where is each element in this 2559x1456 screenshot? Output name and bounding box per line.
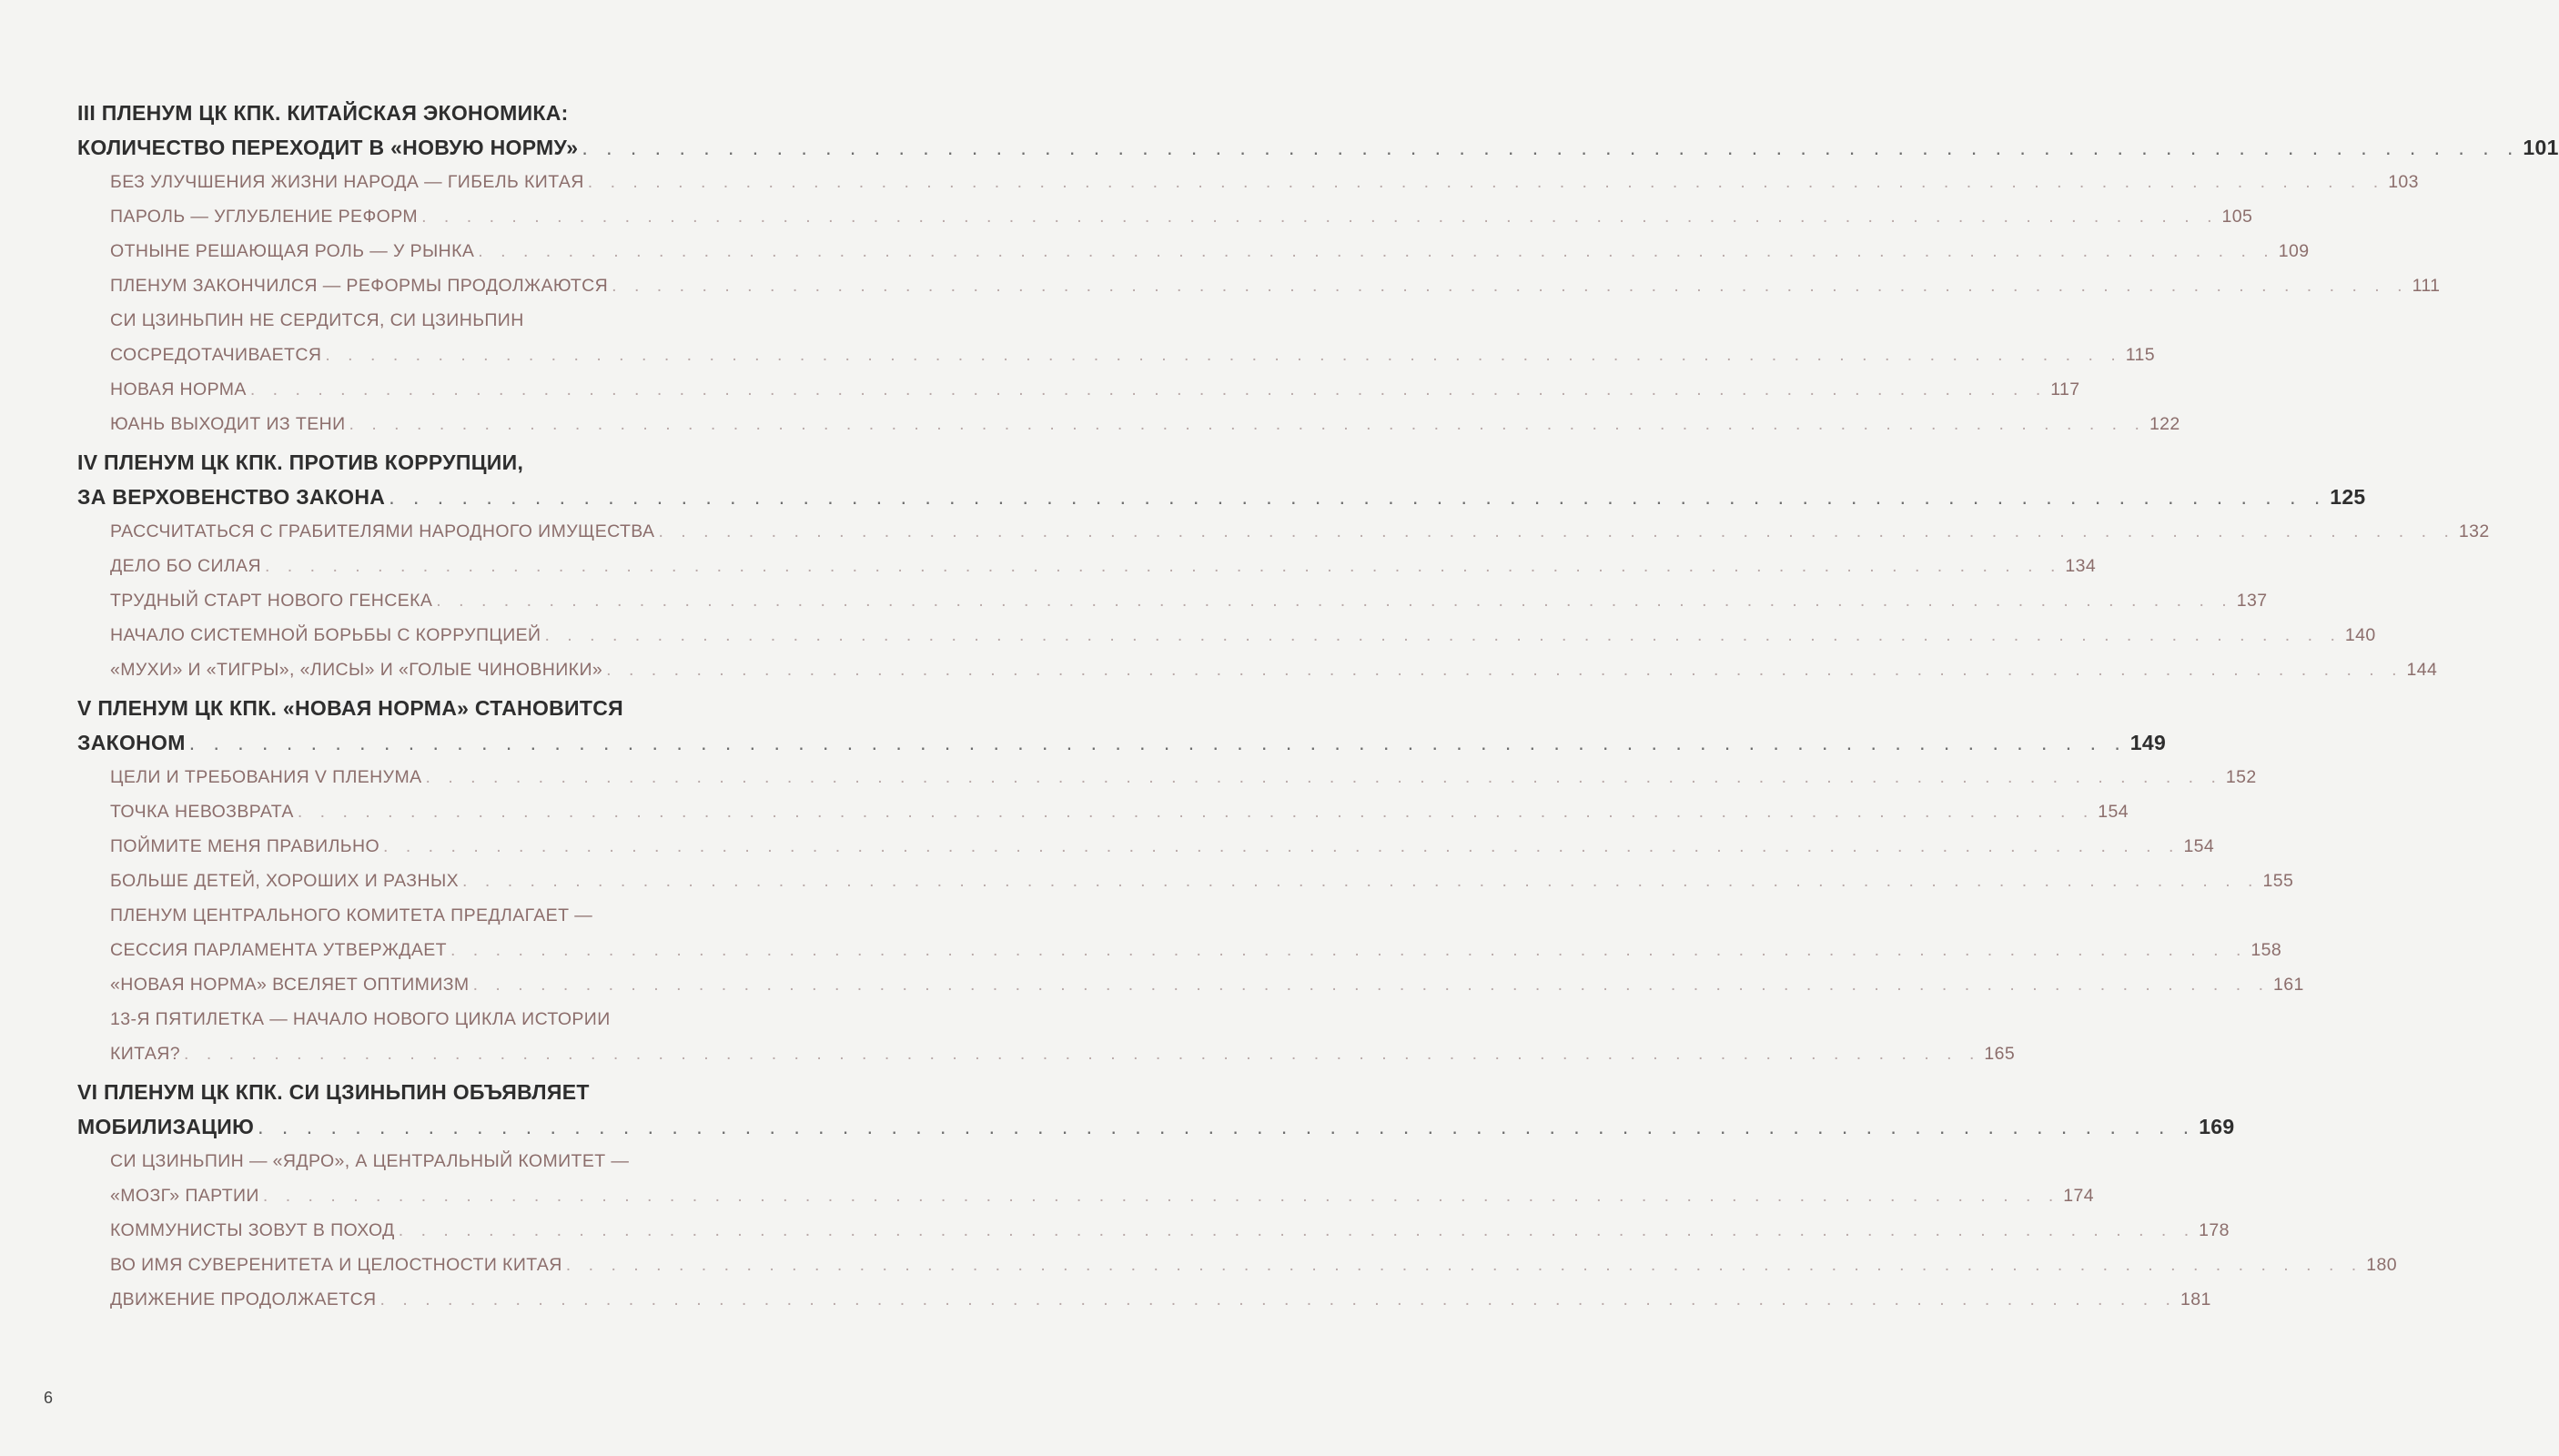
- section-entry: [110, 864, 2294, 898]
- dot-leader: . . . . . . . . . . . . . . . . . . . . . . . . . . . . . . . . . . . . . . . . . . . . . . . . . . . . . . . . . . . . . . . . . . . . . . . . . . . . . . . .: [478, 241, 2275, 261]
- chapter-title-line: VI ПЛЕНУМ ЦК КПК. СИ ЦЗИНЬПИН ОБЪЯВЛЯЕТ: [77, 1080, 590, 1104]
- section-title-line: ПЛЕНУМ ЦЕНТРАЛЬНОГО КОМИТЕТА ПРЕДЛАГАЕТ —: [110, 905, 593, 925]
- chapter-title-line: III ПЛЕНУМ ЦК КПК. КИТАЙСКАЯ ЭКОНОМИКА:: [77, 101, 569, 125]
- section-entry-page: 137: [2236, 591, 2268, 611]
- chapter: [77, 691, 2304, 1071]
- section-entry: [110, 372, 2080, 407]
- section-entry-page: 155: [2262, 871, 2294, 891]
- section-entry-text: КОММУНИСТЫ ЗОВУТ В ПОХОД: [110, 1220, 395, 1240]
- section-entry: [110, 1248, 2397, 1282]
- section-entry: [110, 338, 2156, 372]
- section-entry: [110, 165, 2419, 199]
- chapter-title: [77, 130, 2559, 165]
- dot-leader: . . . . . . . . . . . . . . . . . . . . . . . . . . . . . . . . . . . . . . . . . . . . . . . . . . . . . . . . . . . . . . . . . . . . . . . . . . . . . . . .: [462, 871, 2260, 891]
- section-entry: [110, 760, 2257, 794]
- dot-leader: . . . . . . . . . . . . . . . . . . . . . . . . . . . . . . . . . . . . . . . . . . . . . . . . . . . . . . . . . . . . . . . . . . . . . . . . . . . . . . . .: [249, 379, 2048, 399]
- section-entry-page: 144: [2406, 660, 2438, 680]
- dot-leader: . . . . . . . . . . . . . . . . . . . . . . . . . . . . . . . . . . . . . . . . . . . . . . . . . . . . . . . . . . . . . . . . . . . . . . . . . . . . . . . .: [587, 172, 2385, 192]
- section-entry-text: КИТАЯ?: [110, 1044, 180, 1064]
- dot-leader: . . . . . . . . . . . . . . . . . . . . . . . . . . . . . . . . . . . . . . . . . . . . . . . . . . . . . . . . . . . . . . . . . . . . . . . . . . . . . . . .: [325, 345, 2122, 365]
- section-entry-text: ЮАНЬ ВЫХОДИТ ИЗ ТЕНИ: [110, 414, 346, 434]
- section-list: [77, 165, 2441, 441]
- dot-leader: . . . . . . . . . . . . . . . . . . . . . . . . . . . . . . . . . . . . . . . . . . . . . . . . . . . . . . . . . . . . . . . . . . . . . . . . . . . . . . . .: [606, 660, 2403, 680]
- dot-leader: . . . . . . . . . . . . . . . . . . . . . . . . . . . . . . . . . . . . . . . . . . . . . . . . . . . . . . . . . . . . . . . . . . . . . . . . . . . . . . . .: [425, 767, 2222, 787]
- section-entry: [110, 652, 2438, 687]
- section-entry: [110, 933, 2282, 967]
- section-entry-text: ТОЧКА НЕВОЗВРАТА: [110, 802, 294, 822]
- section-entry-page: 174: [2063, 1186, 2095, 1206]
- chapter-title: [77, 1109, 2235, 1144]
- chapter-title: [77, 725, 2167, 760]
- section-title-line: СИ ЦЗИНЬПИН — «ЯДРО», А ЦЕНТРАЛЬНЫЙ КОМИТЕТ —: [110, 1151, 630, 1171]
- section-entry: [110, 583, 2268, 618]
- dot-leader: . . . . . . . . . . . . . . . . . . . . . . . . . . . . . . . . . . . . . . . . . . . . . . . . . . . . . . . . . . . . . . . . . . . . . . . . . . . . . . . .: [612, 276, 2409, 296]
- section-entry-page: 181: [2180, 1289, 2211, 1309]
- dot-leader: . . . . . . . . . . . . . . . . . . . . . . . . . . . . . . . . . . . . . . . . . . . . . . . . . . . . . . . . . . . . . . . . . . . . . . . . . . . . . . . .: [398, 1220, 2196, 1240]
- chapter-title-text: ЗА ВЕРХОВЕНСТВО ЗАКОНА: [77, 485, 386, 509]
- section-entry-text: ВО ИМЯ СУВЕРЕНИТЕТА И ЦЕЛОСТНОСТИ КИТАЯ: [110, 1255, 562, 1275]
- section-entry-text: СЕССИЯ ПАРЛАМЕНТА УТВЕРЖДАЕТ: [110, 940, 447, 960]
- chapter-title-line: IV ПЛЕНУМ ЦК КПК. ПРОТИВ КОРРУПЦИИ,: [77, 450, 524, 474]
- section-entry-page: 178: [2199, 1220, 2230, 1240]
- section-entry-text: ЦЕЛИ И ТРЕБОВАНИЯ V ПЛЕНУМА: [110, 767, 422, 787]
- section-title-line: 13-Я ПЯТИЛЕТКА — НАЧАЛО НОВОГО ЦИКЛА ИСТОРИИ: [110, 1009, 611, 1029]
- chapter-title-line: V ПЛЕНУМ ЦК КПК. «НОВАЯ НОРМА» СТАНОВИТСЯ: [77, 696, 623, 720]
- chapter-title-text: МОБИЛИЗАЦИЮ: [77, 1115, 255, 1138]
- chapter-title-text: ЗАКОНОМ: [77, 731, 186, 754]
- section-entry-text: ПАРОЛЬ — УГЛУБЛЕНИЕ РЕФОРМ: [110, 207, 419, 227]
- dot-leader: . . . . . . . . . . . . . . . . . . . . . . . . . . . . . . . . . . . . . . . . . . . . . . . . . . . . . . . . . . . . . . . . . . . . . . . . . . . . . . . .: [183, 1044, 1981, 1064]
- section-entry-page: 117: [2050, 379, 2080, 399]
- section-entry: [110, 967, 2304, 1002]
- section-entry: [110, 618, 2376, 652]
- dot-leader: . . . . . . . . . . . . . . . . . . . . . . . . . . . . . . . . . . . . . . . . . . . . . . . . . . . . . . . . . . . . . . . . . . . . . . . . . . . . . . . .: [188, 731, 2127, 754]
- section-entry-page: 134: [2065, 556, 2097, 576]
- section-entry-page: 103: [2388, 172, 2419, 192]
- chapter-title-page: 125: [2330, 485, 2366, 509]
- section-entry-page: 165: [1984, 1044, 2016, 1064]
- table-of-contents: [77, 96, 2559, 1320]
- section-entry: [110, 514, 2490, 549]
- section-entry: [110, 407, 2180, 441]
- section-list: [77, 760, 2304, 1071]
- section-entry-text: ПЛЕНУМ ЗАКОНЧИЛСЯ — РЕФОРМЫ ПРОДОЛЖАЮТСЯ: [110, 276, 609, 296]
- chapter-title-text: КОЛИЧЕСТВО ПЕРЕХОДИТ В «НОВУЮ НОРМУ»: [77, 136, 579, 159]
- dot-leader: . . . . . . . . . . . . . . . . . . . . . . . . . . . . . . . . . . . . . . . . . . . . . . . . . . . . . . . . . . . . . . . . . . . . . . . . . . . . . . . .: [349, 414, 2146, 434]
- section-entry-text: РАССЧИТАТЬСЯ С ГРАБИТЕЛЯМИ НАРОДНОГО ИМУЩЕСТВА: [110, 521, 655, 541]
- section-entry-text: ОТНЫНЕ РЕШАЮЩАЯ РОЛЬ — У РЫНКА: [110, 241, 475, 261]
- section-entry-page: 115: [2125, 345, 2156, 365]
- section-entry-text: НАЧАЛО СИСТЕМНОЙ БОРЬБЫ С КОРРУПЦИЕЙ: [110, 625, 541, 645]
- chapter: [77, 96, 2559, 441]
- section-entry-text: ДЕЛО БО СИЛАЯ: [110, 556, 261, 576]
- section-entry: [110, 199, 2253, 234]
- dot-leader: . . . . . . . . . . . . . . . . . . . . . . . . . . . . . . . . . . . . . . . . . . . . . . . . . . . . . . . . . . . . . . . . . . . . . . . . . . . . . . . .: [450, 940, 2248, 960]
- section-entry: [110, 549, 2097, 583]
- chapter-title-page: 169: [2199, 1115, 2235, 1138]
- section-entry-page: 109: [2278, 241, 2310, 261]
- section-entry-page: 105: [2221, 207, 2253, 227]
- section-entry-page: 152: [2225, 767, 2257, 787]
- section-entry: [110, 1282, 2211, 1317]
- section-entry-page: 154: [2183, 836, 2215, 856]
- dot-leader: . . . . . . . . . . . . . . . . . . . . . . . . . . . . . . . . . . . . . . . . . . . . . . . . . . . . . . . . . . . . . . . . . . . . . . . . . . . . . . . .: [658, 521, 2455, 541]
- chapter: [77, 1075, 2397, 1317]
- section-list: [77, 1144, 2397, 1317]
- section-entry-page: 140: [2344, 625, 2376, 645]
- dot-leader: . . . . . . . . . . . . . . . . . . . . . . . . . . . . . . . . . . . . . . . . . . . . . . . . . . . . . . . . . . . . . . . . . . . . . . . . . . . . . . . .: [297, 802, 2095, 822]
- section-entry-page: 180: [2366, 1255, 2397, 1275]
- section-entry-page: 132: [2458, 521, 2490, 541]
- chapter-title-page: 101: [2523, 136, 2559, 159]
- section-entry: [110, 1036, 2016, 1071]
- dot-leader: . . . . . . . . . . . . . . . . . . . . . . . . . . . . . . . . . . . . . . . . . . . . . . . . . . . . . . . . . . . . . . . . . . . . . . . . . . . . . . . .: [389, 485, 2327, 509]
- section-entry-text: ТРУДНЫЙ СТАРТ НОВОГО ГЕНСЕКА: [110, 591, 433, 611]
- chapter: [77, 445, 2490, 687]
- section-entry: [110, 234, 2310, 268]
- dot-leader: . . . . . . . . . . . . . . . . . . . . . . . . . . . . . . . . . . . . . . . . . . . . . . . . . . . . . . . . . . . . . . . . . . . . . . . . . . . . . . . .: [383, 836, 2180, 856]
- dot-leader: . . . . . . . . . . . . . . . . . . . . . . . . . . . . . . . . . . . . . . . . . . . . . . . . . . . . . . . . . . . . . . . . . . . . . . . . . . . . . . . .: [472, 975, 2270, 995]
- dot-leader: . . . . . . . . . . . . . . . . . . . . . . . . . . . . . . . . . . . . . . . . . . . . . . . . . . . . . . . . . . . . . . . . . . . . . . . . . . . . . . . .: [262, 1186, 2060, 1206]
- dot-leader: . . . . . . . . . . . . . . . . . . . . . . . . . . . . . . . . . . . . . . . . . . . . . . . . . . . . . . . . . . . . . . . . . . . . . . . . . . . . . . . .: [565, 1255, 2363, 1275]
- section-entry: [110, 1213, 2230, 1248]
- section-entry-text: «МОЗГ» ПАРТИИ: [110, 1186, 259, 1206]
- section-entry-text: ПОЙМИТЕ МЕНЯ ПРАВИЛЬНО: [110, 836, 380, 856]
- dot-leader: . . . . . . . . . . . . . . . . . . . . . . . . . . . . . . . . . . . . . . . . . . . . . . . . . . . . . . . . . . . . . . . . . . . . . . . . . . . . . . . .: [582, 136, 2520, 159]
- section-entry-text: БЕЗ УЛУЧШЕНИЯ ЖИЗНИ НАРОДА — ГИБЕЛЬ КИТАЯ: [110, 172, 584, 192]
- section-entry-page: 158: [2251, 940, 2282, 960]
- dot-leader: . . . . . . . . . . . . . . . . . . . . . . . . . . . . . . . . . . . . . . . . . . . . . . . . . . . . . . . . . . . . . . . . . . . . . . . . . . . . . . . .: [258, 1115, 2196, 1138]
- chapter-title: [77, 480, 2366, 514]
- section-entry: [110, 794, 2129, 829]
- section-entry-text: НОВАЯ НОРМА: [110, 379, 247, 399]
- section-entry-page: 122: [2149, 414, 2180, 434]
- section-entry-text: ДВИЖЕНИЕ ПРОДОЛЖАЕТСЯ: [110, 1289, 377, 1309]
- section-entry: [110, 268, 2441, 303]
- section-title-line: СИ ЦЗИНЬПИН НЕ СЕРДИТСЯ, СИ ЦЗИНЬПИН: [110, 310, 524, 330]
- section-entry: [110, 829, 2215, 864]
- section-entry-text: БОЛЬШЕ ДЕТЕЙ, ХОРОШИХ И РАЗНЫХ: [110, 871, 460, 891]
- section-entry: [110, 1178, 2095, 1213]
- dot-leader: . . . . . . . . . . . . . . . . . . . . . . . . . . . . . . . . . . . . . . . . . . . . . . . . . . . . . . . . . . . . . . . . . . . . . . . . . . . . . . . .: [379, 1289, 2177, 1309]
- section-entry-page: 161: [2273, 975, 2304, 995]
- dot-leader: . . . . . . . . . . . . . . . . . . . . . . . . . . . . . . . . . . . . . . . . . . . . . . . . . . . . . . . . . . . . . . . . . . . . . . . . . . . . . . . .: [421, 207, 2219, 227]
- section-entry-text: «НОВАЯ НОРМА» ВСЕЛЯЕТ ОПТИМИЗМ: [110, 975, 470, 995]
- section-list: [77, 514, 2490, 687]
- section-entry-text: «МУХИ» И «ТИГРЫ», «ЛИСЫ» И «ГОЛЫЕ ЧИНОВНИКИ»: [110, 660, 603, 680]
- section-entry-page: 111: [2412, 276, 2441, 296]
- dot-leader: . . . . . . . . . . . . . . . . . . . . . . . . . . . . . . . . . . . . . . . . . . . . . . . . . . . . . . . . . . . . . . . . . . . . . . . . . . . . . . . .: [544, 625, 2342, 645]
- chapter-title-page: 149: [2129, 731, 2167, 754]
- section-entry-text: СОСРЕДОТАЧИВАЕТСЯ: [110, 345, 322, 365]
- section-entry-page: 154: [2098, 802, 2129, 822]
- page-number: 6: [44, 1389, 54, 1407]
- dot-leader: . . . . . . . . . . . . . . . . . . . . . . . . . . . . . . . . . . . . . . . . . . . . . . . . . . . . . . . . . . . . . . . . . . . . . . . . . . . . . . . .: [436, 591, 2233, 611]
- dot-leader: . . . . . . . . . . . . . . . . . . . . . . . . . . . . . . . . . . . . . . . . . . . . . . . . . . . . . . . . . . . . . . . . . . . . . . . . . . . . . . . .: [264, 556, 2062, 576]
